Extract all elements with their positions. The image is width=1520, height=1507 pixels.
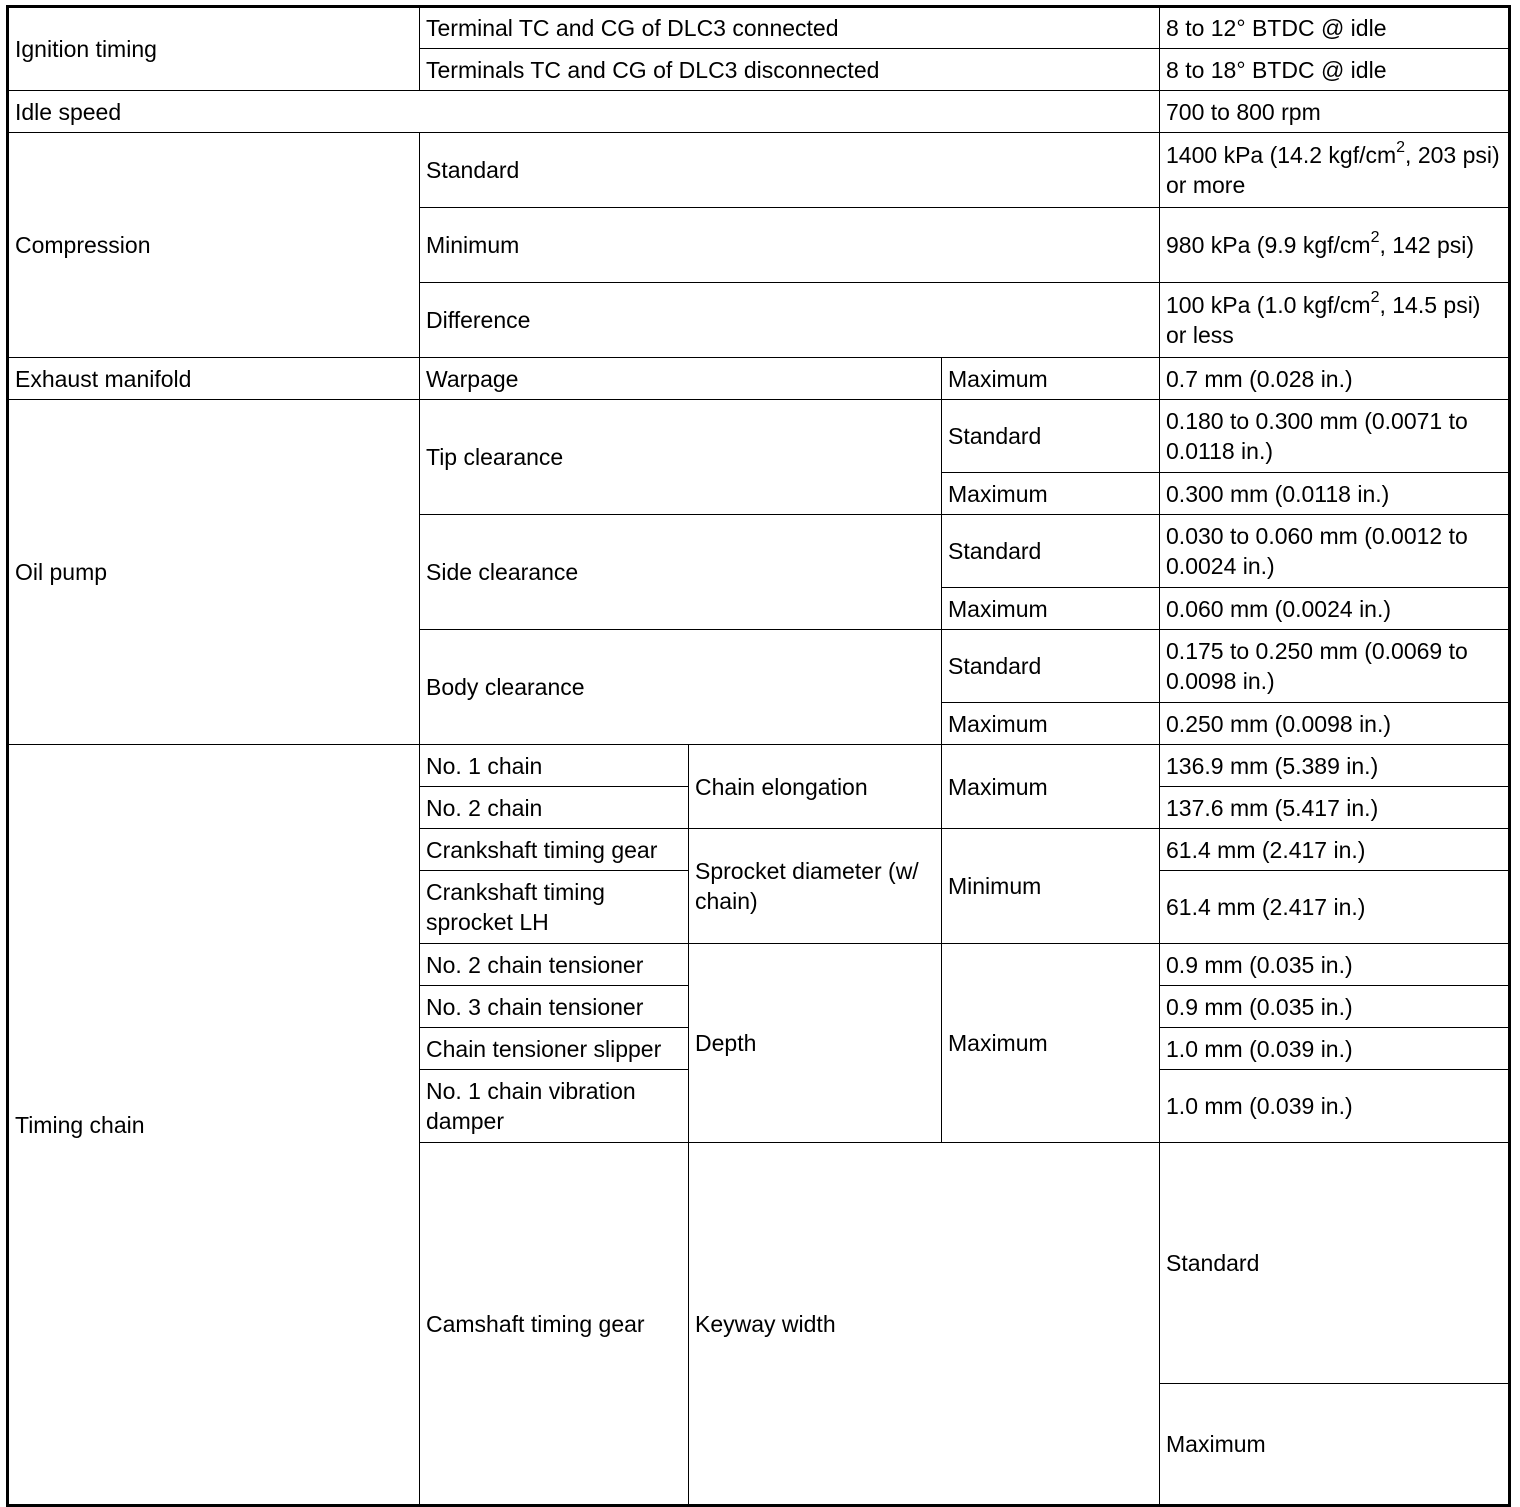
table-row (8, 400, 1510, 473)
damper-value: 1.0 mm (0.039 in.) (1160, 1070, 1510, 1143)
idle-speed-value: 700 to 800 rpm (1160, 91, 1510, 133)
crank-sprocket-label: Crankshaft timing sprocket LH (420, 871, 689, 944)
keyway-standard: Standard (1160, 1143, 1510, 1384)
side-maximum-value: 0.060 mm (0.0024 in.) (1160, 588, 1510, 630)
timing-chain-label: Timing chain (8, 745, 420, 1506)
ignition-disconnected-condition: Terminals TC and CG of DLC3 disconnected (420, 49, 1160, 91)
chain-elongation: Chain elongation (689, 745, 942, 829)
ignition-timing-label: Ignition timing (8, 7, 420, 91)
body-standard: Standard (942, 630, 1160, 703)
side-standard: Standard (942, 515, 1160, 588)
tensioner3-label: No. 3 chain tensioner (420, 986, 689, 1028)
tensioner2-value: 0.9 mm (0.035 in.) (1160, 944, 1510, 986)
tip-standard-value: 0.180 to 0.300 mm (0.0071 to 0.0118 in.) (1160, 400, 1510, 473)
compression-difference-value: 100 kPa (1.0 kgf/$cm^2$, 14.5 psi) or less (1160, 283, 1510, 358)
tip-clearance: Tip clearance (420, 400, 942, 515)
slipper-label: Chain tensioner slipper (420, 1028, 689, 1070)
oil-pump-label: Oil pump (8, 400, 420, 745)
tip-maximum-value: 0.300 mm (0.0118 in.) (1160, 473, 1510, 515)
keyway-width: Keyway width (689, 1143, 1160, 1506)
tip-maximum: Maximum (942, 473, 1160, 515)
table-row (8, 745, 1510, 787)
chain1-label: No. 1 chain (420, 745, 689, 787)
tensioner3-value: 0.9 mm (0.035 in.) (1160, 986, 1510, 1028)
sprocket-diameter: Sprocket diameter (w/ chain) (689, 829, 942, 944)
compression-difference: Difference (420, 283, 1160, 358)
table-row (8, 133, 1510, 208)
specification-table (6, 5, 1511, 1507)
ignition-disconnected-value: 8 to 18° BTDC @ idle (1160, 49, 1510, 91)
slipper-value: 1.0 mm (0.039 in.) (1160, 1028, 1510, 1070)
ignition-connected-condition: Terminal TC and CG of DLC3 connected (420, 7, 1160, 49)
crank-sprocket-value: 61.4 mm (2.417 in.) (1160, 871, 1510, 944)
compression-standard: Standard (420, 133, 1160, 208)
keyway-maximum: Maximum (1160, 1384, 1510, 1506)
tensioner2-label: No. 2 chain tensioner (420, 944, 689, 986)
table-row (8, 91, 1510, 133)
compression-minimum: Minimum (420, 208, 1160, 283)
exhaust-value: 0.7 mm (0.028 in.) (1160, 358, 1510, 400)
crank-gear-value: 61.4 mm (2.417 in.) (1160, 829, 1510, 871)
exhaust-condition: Maximum (942, 358, 1160, 400)
idle-speed-label: Idle speed (8, 91, 1160, 133)
tip-standard: Standard (942, 400, 1160, 473)
damper-label: No. 1 chain vibration damper (420, 1070, 689, 1143)
exhaust-warpage: Warpage (420, 358, 942, 400)
chain1-value: 136.9 mm (5.389 in.) (1160, 745, 1510, 787)
side-maximum: Maximum (942, 588, 1160, 630)
depth-condition: Maximum (942, 944, 1160, 1143)
body-clearance: Body clearance (420, 630, 942, 745)
chain2-label: No. 2 chain (420, 787, 689, 829)
table-row (8, 358, 1510, 400)
body-standard-value: 0.175 to 0.250 mm (0.0069 to 0.0098 in.) (1160, 630, 1510, 703)
depth-label: Depth (689, 944, 942, 1143)
body-maximum-value: 0.250 mm (0.0098 in.) (1160, 703, 1510, 745)
chain2-value: 137.6 mm (5.417 in.) (1160, 787, 1510, 829)
side-clearance: Side clearance (420, 515, 942, 630)
ignition-connected-value: 8 to 12° BTDC @ idle (1160, 7, 1510, 49)
compression-label: Compression (8, 133, 420, 358)
camshaft-gear-label: Camshaft timing gear (420, 1143, 689, 1506)
chain-elongation-condition: Maximum (942, 745, 1160, 829)
body-maximum: Maximum (942, 703, 1160, 745)
exhaust-manifold-label: Exhaust manifold (8, 358, 420, 400)
sprocket-condition: Minimum (942, 829, 1160, 944)
table-row (8, 7, 1510, 49)
compression-minimum-value: 980 kPa (9.9 kgf/$cm^2$, 142 psi) (1160, 208, 1510, 283)
compression-standard-value: 1400 kPa (14.2 kgf/$cm^2$, 203 psi) or more (1160, 133, 1510, 208)
crank-gear-label: Crankshaft timing gear (420, 829, 689, 871)
side-standard-value: 0.030 to 0.060 mm (0.0012 to 0.0024 in.) (1160, 515, 1510, 588)
